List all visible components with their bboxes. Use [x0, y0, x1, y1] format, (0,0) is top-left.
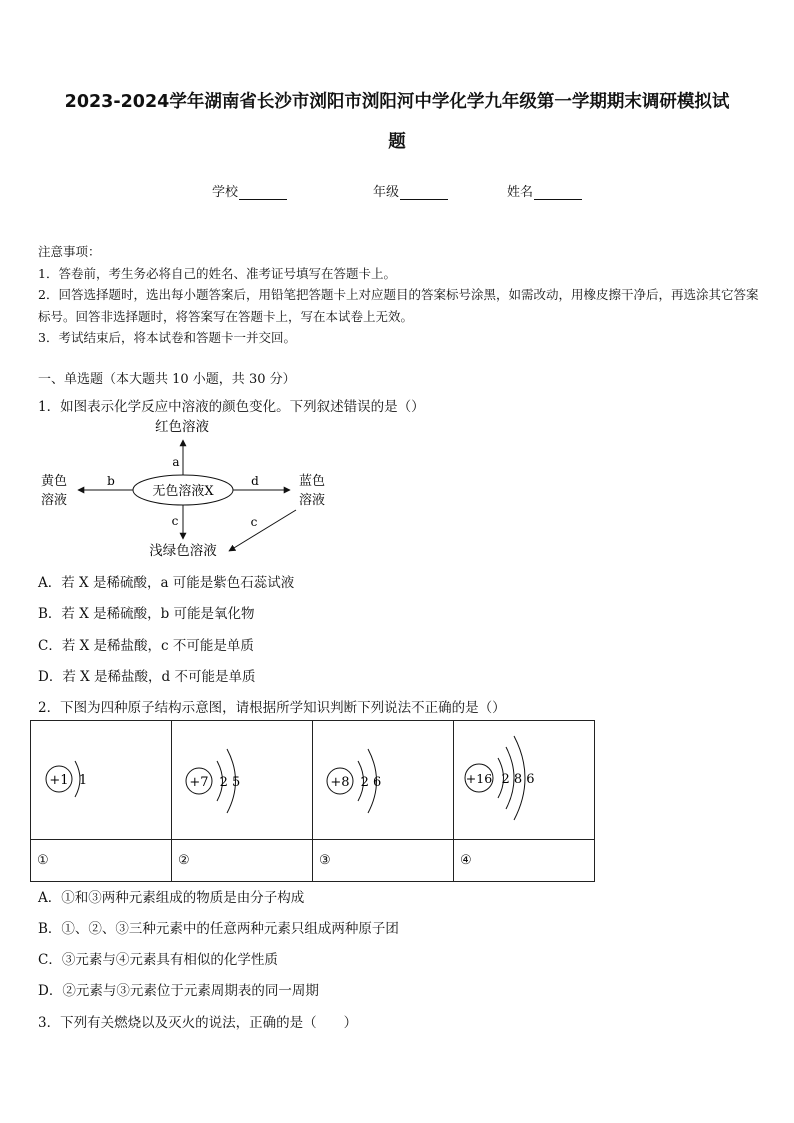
name-field [507, 181, 582, 200]
nucleus-label: +16 [465, 771, 493, 786]
center-label: 无色溶液X [152, 484, 214, 499]
nucleus-label: +1 [49, 773, 69, 788]
question-3-stem: 3．下列有关燃烧以及灭火的说法，正确的是（ ） [38, 1015, 358, 1031]
arrow-c2 [229, 510, 296, 551]
question-2-option-c: C．③元素与④元素具有相似的化学性质 [38, 952, 278, 968]
atom-structure-table [30, 720, 595, 882]
nucleus-label: +7 [189, 775, 209, 790]
shell-electrons: 1 [78, 773, 88, 788]
q1-color-diagram [30, 418, 350, 566]
atom-label-3: ③ [313, 840, 454, 882]
atom-diagram-1 [31, 721, 165, 835]
question-2-stem: 2．下图为四种原子结构示意图，请根据所学知识判断下列说法不正确的是（） [38, 700, 506, 716]
notice-heading: 注意事项： [38, 244, 101, 259]
question-2-option-b: B．①、②、③三种元素中的任意两种元素只组成两种原子团 [38, 921, 399, 937]
notice-item: 2．回答选择题时，选出每小题答案后，用铅笔把答题卡上对应题目的答案标号涂黑，如需改动，用橡皮擦干净后，再选涂其它答案标号。回答非选择题时，将答案写在答题卡上，写在本试卷上无效。 [38, 287, 759, 324]
atom-label-4: ④ [454, 840, 595, 882]
question-1-option-d: D．若 X 是稀盐酸，d 不可能是单质 [38, 669, 256, 685]
name-blank [534, 187, 582, 200]
left-label-1: 黄色 [40, 474, 68, 489]
notice-block [38, 241, 760, 349]
page-title-line1: 2023-2024学年湖南省长沙市浏阳市浏阳河中学化学九年级第一学期期末调研模拟试 [64, 92, 730, 112]
question-1-stem: 1．如图表示化学反应中溶液的颜色变化。下列叙述错误的是（） [38, 399, 425, 415]
shell-electrons: 2 8 6 [501, 772, 535, 787]
arrow-a-label: a [172, 455, 180, 469]
atom-cell-2 [172, 721, 313, 840]
school-label: 学校 [212, 185, 239, 200]
atom-cell-3 [313, 721, 454, 840]
atom-diagram-3 [313, 721, 447, 835]
arrow-c2-label: c [250, 515, 258, 529]
grade-field [373, 181, 448, 200]
question-1-option-c: C．若 X 是稀盐酸，c 不可能是单质 [38, 638, 254, 654]
notice-item: 3．考试结束后，将本试卷和答题卡一并交回。 [38, 330, 296, 345]
atom-diagram-4 [454, 721, 588, 835]
atom-cell-4 [454, 721, 595, 840]
grade-blank [400, 187, 448, 200]
atom-label-2: ② [172, 840, 313, 882]
atom-label-1: ① [31, 840, 172, 882]
grade-label: 年级 [373, 185, 400, 200]
notice-item: 1．答卷前，考生务必将自己的姓名、准考证号填写在答题卡上。 [38, 265, 396, 281]
question-2-option-d: D．②元素与③元素位于元素周期表的同一周期 [38, 983, 319, 999]
section-title: 一、单选题（本大题共 10 小题，共 30 分） [38, 372, 296, 387]
question-1-option-a: A．若 X 是稀硫酸，a 可能是紫色石蕊试液 [38, 575, 295, 591]
page-title-line2: 题 [388, 132, 406, 152]
question-2-option-a: A．①和③两种元素组成的物质是由分子构成 [38, 890, 305, 906]
shell-electrons: 2 5 [219, 775, 241, 790]
right-label-1: 蓝色 [298, 474, 326, 489]
school-blank [239, 187, 287, 200]
bottom-label: 浅绿色溶液 [149, 543, 217, 559]
atom-cell-1 [31, 721, 172, 840]
right-label-2: 溶液 [298, 493, 326, 508]
left-label-2: 溶液 [40, 493, 68, 508]
shell-electrons: 2 6 [360, 775, 382, 790]
nucleus-label: +8 [330, 775, 350, 790]
question-1-option-b: B．若 X 是稀硫酸，b 可能是氧化物 [38, 606, 255, 622]
arrow-c-label: c [171, 514, 179, 528]
school-field [212, 181, 287, 200]
top-label: 红色溶液 [155, 419, 209, 435]
atom-diagram-2 [172, 721, 306, 835]
arrow-d-label: d [251, 474, 259, 488]
arrow-b-label: b [107, 474, 115, 488]
name-label: 姓名 [507, 185, 534, 200]
